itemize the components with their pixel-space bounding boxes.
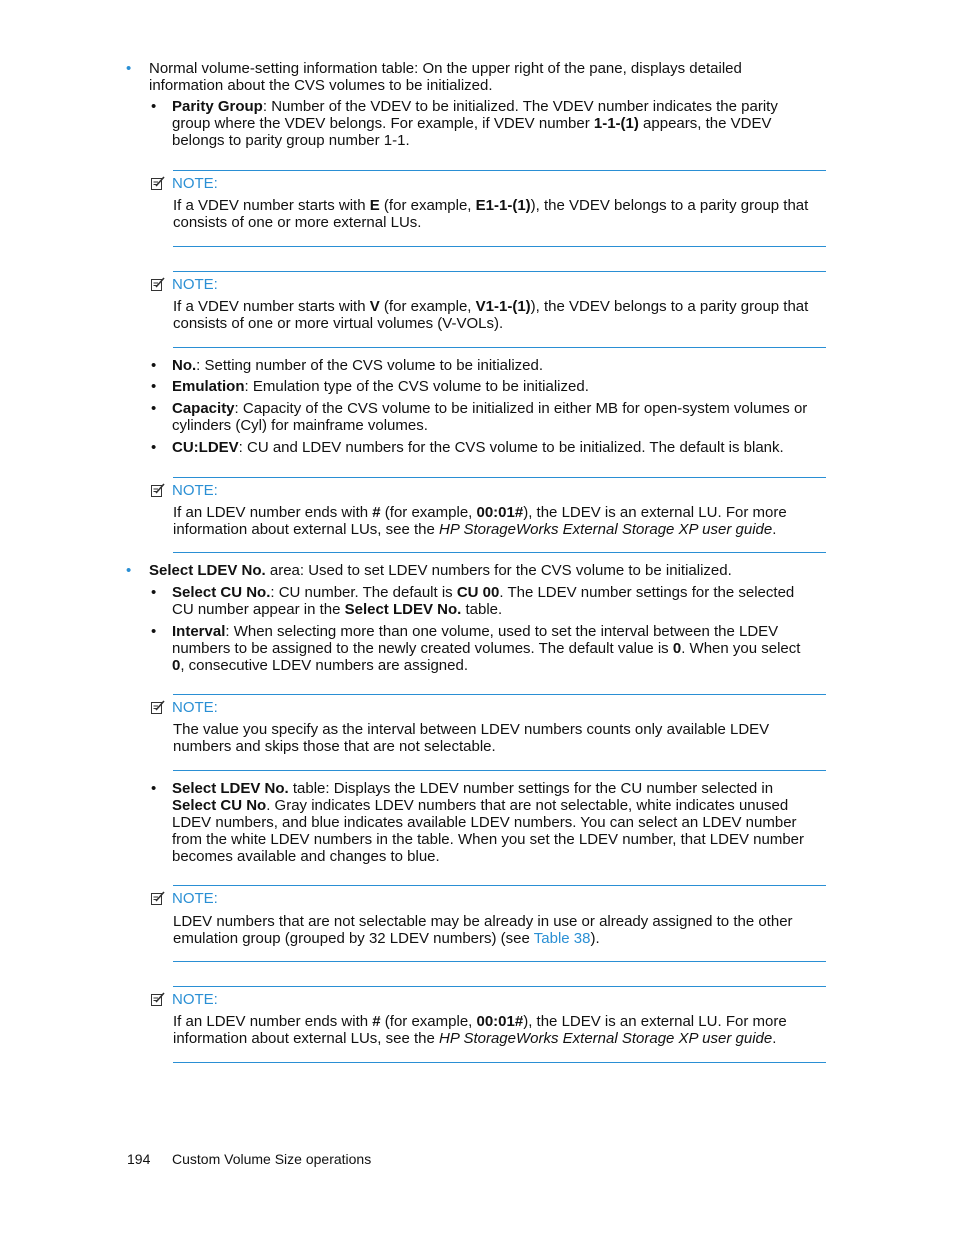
table-38-link[interactable]: Table 38: [533, 930, 591, 947]
note-pencil-icon: [150, 482, 166, 498]
note-top-rule: [173, 694, 826, 695]
parity-group-text-end: appears, the VDEV belongs to parity group number 1-1.: [172, 115, 772, 149]
sub-bullet: •: [151, 357, 157, 374]
note-top-rule: [173, 271, 826, 272]
field-item-cu-ldev: [172, 439, 812, 456]
note-body: If an LDEV number ends with # (for example, 00:01#), the LDEV is an external LU. For more information about external LUs, see the HP StorageWorks External Storage XP user guide.: [173, 504, 787, 538]
field-item-capacity: [172, 400, 812, 434]
guide-title: HP StorageWorks External Storage XP user guide: [439, 521, 773, 538]
field-term: CU:LDEV: [172, 439, 239, 456]
bullet-marker: •: [126, 60, 132, 77]
note-title: NOTE:: [172, 990, 218, 1008]
intro-table-paragraph: [149, 60, 809, 94]
sub-bullet: •: [151, 439, 157, 456]
field-term: Capacity: [172, 400, 235, 417]
note-header: [150, 174, 218, 192]
note-title: NOTE:: [172, 275, 218, 293]
field-term: Emulation: [172, 378, 245, 395]
note-header: [150, 990, 218, 1008]
note-interval-text: The value you specify as the interval between LDEV numbers counts only available LDEV numbers and skips those that are not selectable.: [173, 721, 770, 755]
field-text: : Setting number of the CVS volume to be initialized.: [196, 357, 544, 374]
intro-table-text: Normal volume-setting information table: On the upper right of the pane, displays detailed information about the CVS volumes to be initialized.: [149, 60, 742, 94]
note-body: LDEV numbers that are not selectable may be already in use or already assigned to the other emulation group (grouped by 32 LDEV numbers) (see Table 38).: [173, 913, 793, 947]
field-term: No.: [172, 357, 197, 374]
note-pencil-icon: [150, 991, 166, 1007]
note-body: [150, 721, 810, 755]
note-header: [150, 698, 218, 716]
note-header: [150, 889, 218, 907]
note-body: If an LDEV number ends with # (for example, 00:01#), the LDEV is an external LU. For more information about external LUs, see the HP StorageWorks External Storage XP user guide.: [173, 1013, 787, 1047]
field-item-no: [172, 357, 812, 374]
select-table-item: Select LDEV No. table: Displays the LDEV number settings for the CU number selected in Select CU No. Gray indicates LDEV numbers that are not selectable, white indicates unused LDEV numbers, and blue indicates available LDEV numbers. You can select an LDEV number from the white LDEV numbers in the table. When you set the LDEV number, that LDEV number becomes available and changes to blue.: [172, 780, 804, 865]
note-pencil-icon: [150, 699, 166, 715]
note-title: NOTE:: [172, 174, 218, 192]
field-text: : CU and LDEV numbers for the CVS volume to be initialized. The default is blank.: [238, 439, 784, 456]
sub-bullet: •: [151, 400, 157, 417]
note-top-rule: [173, 885, 826, 886]
bullet-marker: •: [126, 562, 132, 579]
interval-item: Interval: When selecting more than one volume, used to set the interval between the LDEV numbers to be assigned to the newly created volumes. The default value is 0. When you select 0, consecutive LDEV numbers are assigned.: [172, 623, 801, 674]
sub-bullet: •: [151, 378, 157, 395]
field-text: : Emulation type of the CVS volume to be initialized.: [244, 378, 589, 395]
sub-bullet: •: [151, 584, 157, 601]
note-body: If a VDEV number starts with E (for example, E1-1-(1)), the VDEV belongs to a parity group that consists of one or more external LUs.: [173, 197, 809, 231]
note-title: NOTE:: [172, 889, 218, 907]
sub-bullet: •: [151, 623, 157, 640]
parity-group-term: Parity Group: [172, 98, 263, 115]
note-top-rule: [173, 170, 826, 171]
note-bottom-rule: [173, 347, 826, 348]
note-top-rule: [173, 986, 826, 987]
note-header: [150, 275, 218, 293]
note-header: [150, 481, 218, 499]
sub-bullet: •: [151, 780, 157, 797]
note-title: NOTE:: [172, 481, 218, 499]
note-bottom-rule: [173, 770, 826, 771]
parity-group-text: : Number of the VDEV to be initialized. The VDEV number indicates the parity group where the VDEV belongs. For example, if VDEV number: [172, 98, 778, 132]
parity-group-example: 1-1-(1): [593, 115, 639, 132]
footer-section-title: Custom Volume Size operations: [172, 1151, 372, 1167]
note-bottom-rule: [173, 1062, 826, 1063]
note-bottom-rule: [173, 246, 826, 247]
select-area-term: Select LDEV No.: [149, 562, 266, 579]
note-bottom-rule: [173, 552, 826, 553]
select-area-paragraph: [149, 562, 809, 579]
field-text: : Capacity of the CVS volume to be initialized in either MB for open-system volumes or cylinders (Cyl) for mainframe volumes.: [172, 400, 808, 434]
select-area-text: area: Used to set LDEV numbers for the CVS volume to be initialized.: [265, 562, 732, 579]
field-item-emulation: [172, 378, 812, 395]
guide-title: HP StorageWorks External Storage XP user guide: [439, 1030, 773, 1047]
note-pencil-icon: [150, 890, 166, 906]
note-top-rule: [173, 477, 826, 478]
page-number: 194: [127, 1151, 151, 1167]
note-title: NOTE:: [172, 698, 218, 716]
sub-bullet: •: [151, 98, 157, 115]
select-cu-item: Select CU No.: CU number. The default is CU 00. The LDEV number settings for the selected CU number appear in the Select LDEV No. table.: [172, 584, 795, 618]
note-body: If a VDEV number starts with V (for example, V1-1-(1)), the VDEV belongs to a parity group that consists of one or more virtual volumes (V-VOLs).: [173, 298, 809, 332]
note-pencil-icon: [150, 276, 166, 292]
parity-group-item: [172, 98, 812, 149]
note-pencil-icon: [150, 175, 166, 191]
note-bottom-rule: [173, 961, 826, 962]
